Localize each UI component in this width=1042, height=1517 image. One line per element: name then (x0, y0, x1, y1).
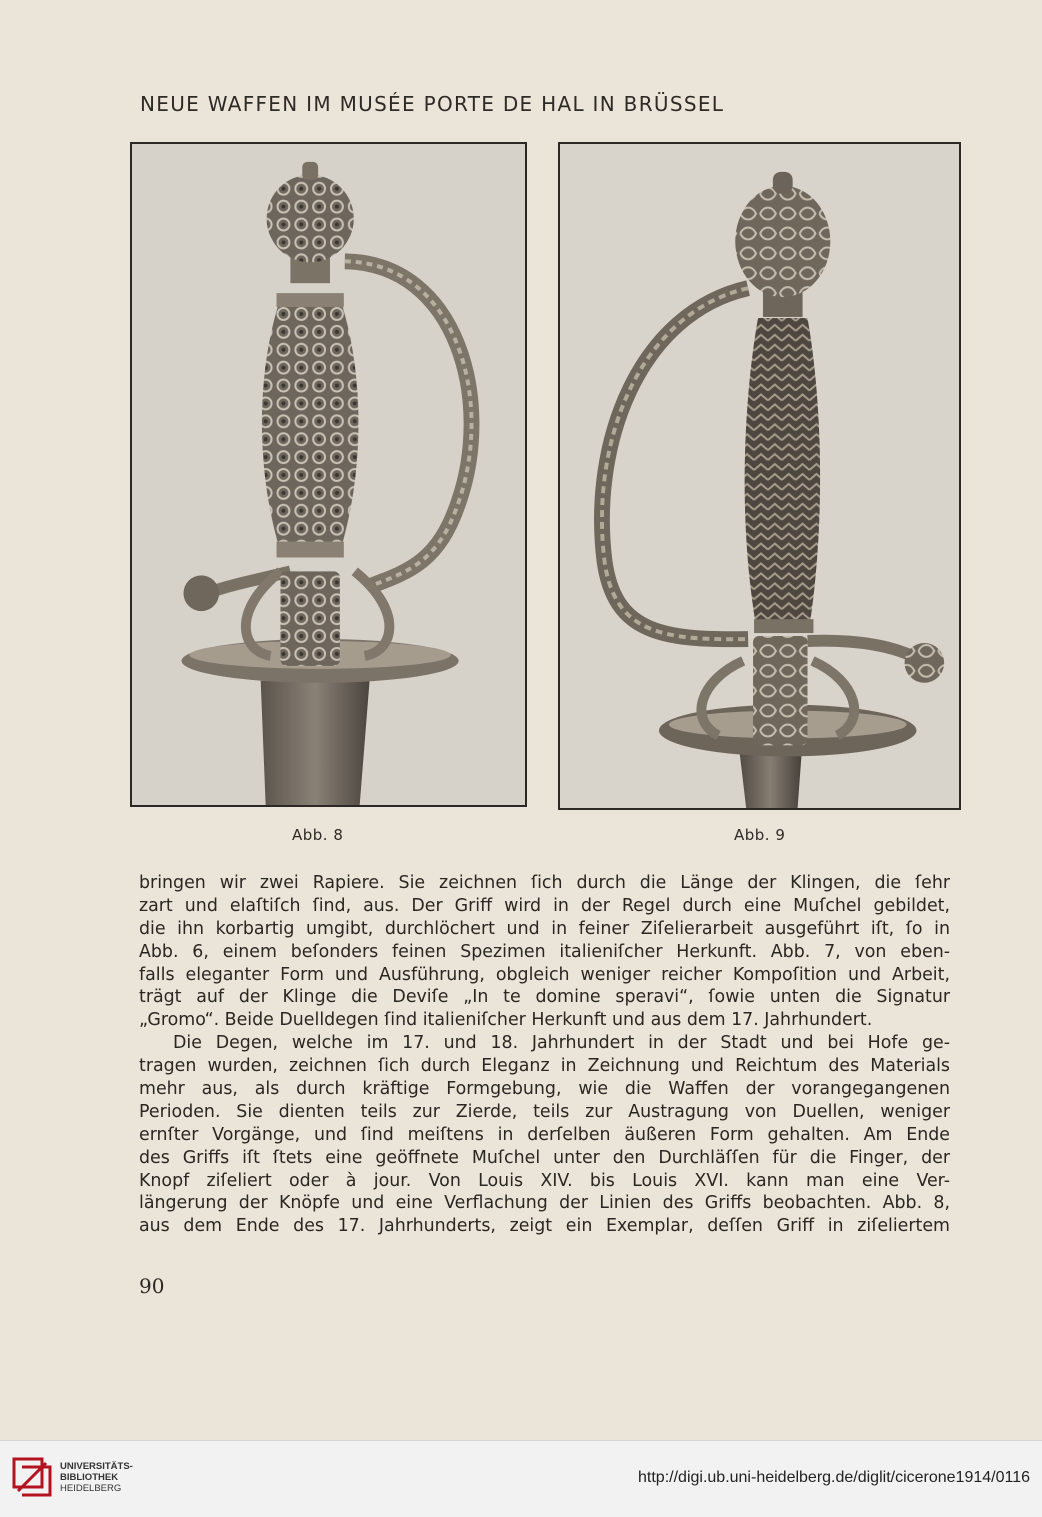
page-number: 90 (139, 1274, 165, 1298)
rapier-hilt-wire-grip-illustration (560, 144, 959, 808)
text-line: mehr aus, als durch kräftige Formgebung, wie die Waffen der vorangegangenen (139, 1079, 950, 1100)
rapier-hilt-openwork-illustration (132, 144, 525, 805)
text-line: Perioden. Sie dienten teils zur Zierde, teils zur Austragung von Duellen, weniger (139, 1101, 950, 1122)
text-line: Abb. 6, einem beſonders feinen Spezimen italieniſcher Herkunft. Abb. 7, von eben- (139, 941, 950, 962)
text-line: trägt auf der Klinge die Deviſe „In te domine speravi“, ſowie unten die Signatur (139, 987, 950, 1008)
text-line: Knopf ziſeliert oder à jour. Von Louis XIV. bis Louis XVI. kann man eine Ver- (139, 1170, 950, 1191)
text-line: Die Degen, welche im 17. und 18. Jahrhundert in der Stadt und bei Hofe ge- (173, 1033, 950, 1054)
library-name (60, 1461, 133, 1494)
digitization-footer (0, 1440, 1042, 1517)
running-head: NEUE WAFFEN IM MUSÉE PORTE DE HAL IN BRÜSSEL (140, 92, 725, 116)
text-line: falls eleganter Form und Ausführung, obgleich weniger reicher Kompoſition und Arbeit, (139, 964, 950, 985)
text-line: tragen wurden, zeichnen ſich durch Eleganz in Zeichnung und Reichtum des Materials (139, 1056, 950, 1077)
text-line: die ihn korbartig umgibt, durchlöchert und in feiner Ziſelierarbeit ausgeführt iſt, ſo in (139, 918, 950, 939)
library-line-3: HEIDELBERG (60, 1483, 122, 1494)
figure-abb-8-photo (130, 142, 527, 807)
text-line: ernſter Vorgänge, und ſind meiſtens in derſelben äußeren Form gehalten. Am Ende (139, 1124, 950, 1145)
figure-caption: Abb. 8 (292, 826, 344, 844)
figure-abb-9-photo (558, 142, 961, 810)
text-line: längerung der Knöpfe und eine Verflachung der Linien des Griffs beobachten. Abb. 8, (139, 1193, 950, 1214)
figure-caption: Abb. 9 (734, 826, 786, 844)
text-line: „Gromo“. Beide Duelldegen ſind italieniſcher Herkunft und aus dem 17. Jahrhundert. (139, 1010, 873, 1031)
library-line-1: UNIVERSITÄTS- (60, 1461, 133, 1472)
permalink-url[interactable]: http://digi.ub.uni-heidelberg.de/diglit/cicerone1914/0116 (638, 1469, 1030, 1486)
library-line-2: BIBLIOTHEK (60, 1472, 119, 1483)
library-logo-icon (10, 1455, 54, 1499)
text-line: bringen wir zwei Rapiere. Sie zeichnen ſich durch die Länge der Klingen, die ſehr (139, 873, 950, 893)
text-line: zart und elaſtiſch ſind, aus. Der Griff wird in der Regel durch eine Muſchel gebildet, (139, 895, 950, 916)
text-line: aus dem Ende des 17. Jahrhunderts, zeigt ein Exemplar, deſſen Griff in ziſeliertem (139, 1216, 950, 1237)
body-paragraphs (139, 872, 950, 1238)
text-line: des Griffs iſt ſtets eine geöffnete Muſchel unter den Durchläſſen für die Finger, der (139, 1147, 950, 1168)
